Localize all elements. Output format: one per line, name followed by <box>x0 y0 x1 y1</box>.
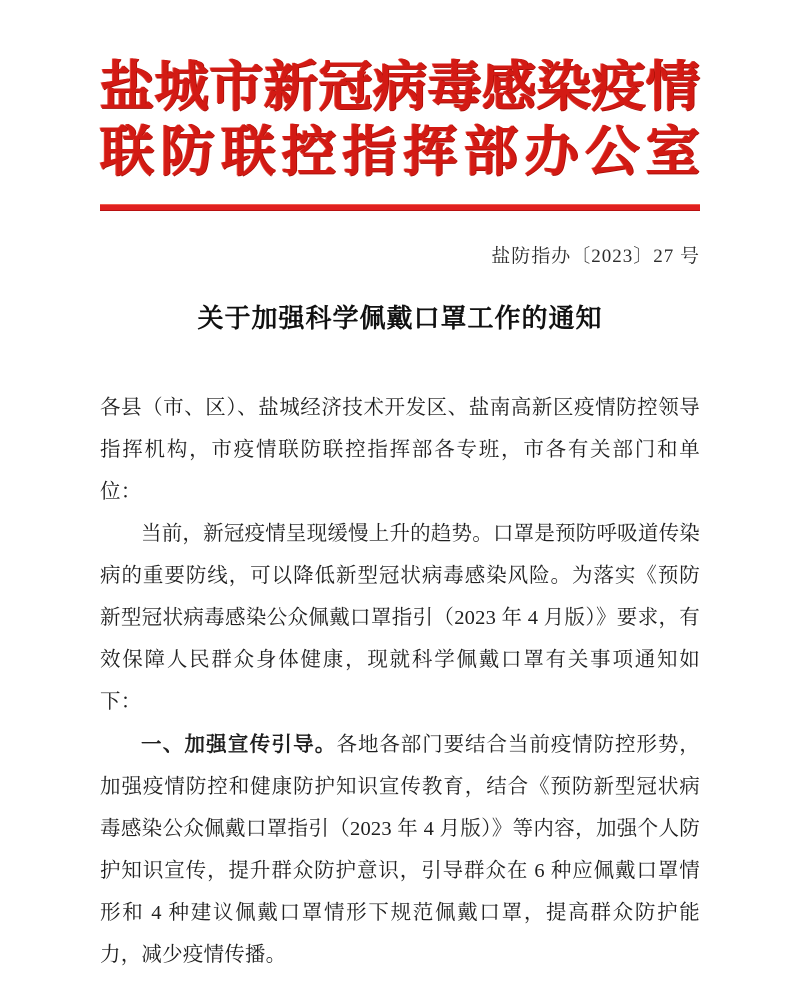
letterhead-char: 盐 <box>100 57 154 117</box>
letterhead-char: 联 <box>221 122 276 183</box>
letterhead-char: 市 <box>209 57 264 117</box>
letterhead-char: 感 <box>482 57 537 117</box>
paragraph-section-one <box>100 723 700 976</box>
section-one-text: 各地各部门要结合当前疫情防控形势，加强疫情防控和健康防护知识宣传教育，结合《预防新型冠状病毒感染公众佩戴口罩指引（2023 年 4 月版）》等内容，加强个人防护知识宣传，提升群众防护意识，引导群众在 6 种应佩戴口罩情形和 4 种建议佩戴口罩情形下规范佩戴口罩，提高群众防护能力，减少疫情传播。 <box>100 734 700 967</box>
letterhead-char: 疫 <box>591 57 646 117</box>
letterhead-char: 挥 <box>403 122 458 183</box>
paragraph-intro <box>100 513 700 723</box>
letterhead-char: 染 <box>536 57 591 117</box>
document-title: 关于加强科学佩戴口罩工作的通知 <box>197 304 603 334</box>
letterhead-red-rule <box>100 204 700 211</box>
letterhead-char: 病 <box>372 57 427 117</box>
recipient-line: 各县（市、区）、盐城经济技术开发区、盐南高新区疫情防控领导指挥机构，市疫情联防联控指挥部各专班，市各有关部门和单位： <box>100 397 700 504</box>
letterhead-char: 毒 <box>427 57 482 117</box>
paragraph-intro-text: 当前，新冠疫情呈现缓慢上升的趋势。口罩是预防呼吸道传染病的重要防线，可以降低新型冠状病毒感染风险。为落实《预防新型冠状病毒感染公众佩戴口罩指引（2023 年 4 月版）》要求，有效保障人民群众身体健康，现就科学佩戴口罩有关事项通知如下： <box>100 523 700 714</box>
document-body <box>100 335 700 976</box>
letterhead-char: 公 <box>585 122 640 183</box>
letterhead-line-1 <box>100 56 700 119</box>
letterhead-char: 控 <box>281 122 336 183</box>
section-one-heading: 一、加强宣传引导。 <box>141 732 337 757</box>
letterhead-char: 联 <box>100 122 154 183</box>
letterhead-char: 指 <box>342 122 397 183</box>
letterhead-char: 情 <box>645 57 700 117</box>
letterhead-char: 冠 <box>318 57 373 117</box>
letterhead-char: 新 <box>263 57 318 117</box>
letterhead <box>100 0 700 211</box>
letterhead-char: 防 <box>160 122 215 183</box>
letterhead-line-2 <box>100 121 700 184</box>
document-number: 盐防指办〔2023〕27 号 <box>491 246 700 268</box>
letterhead-char: 室 <box>645 122 700 183</box>
letterhead-char: 部 <box>463 122 518 183</box>
letterhead-char: 城 <box>154 57 209 117</box>
letterhead-char: 办 <box>524 122 579 183</box>
